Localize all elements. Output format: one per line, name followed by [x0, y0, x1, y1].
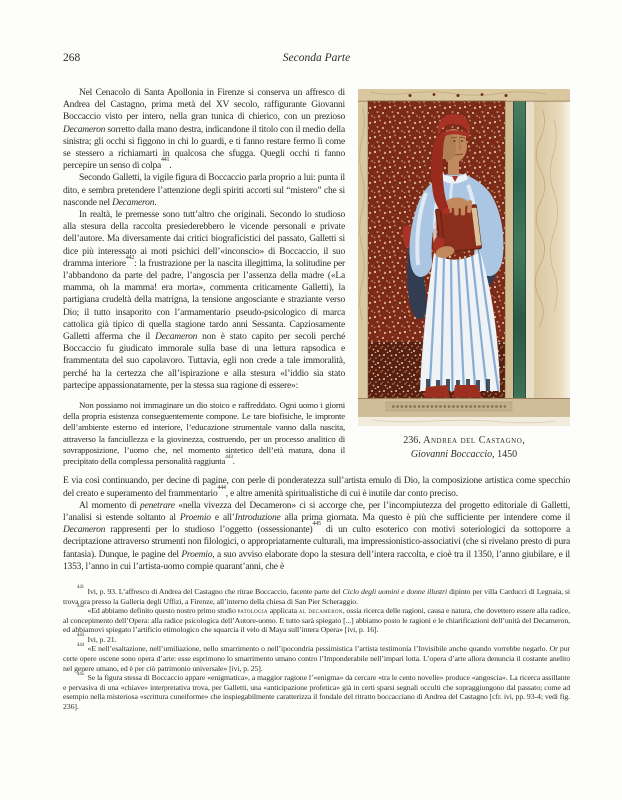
- paragraph-3: In realtà, le premesse sono tutt’altro che originali. Secondo lo studioso alla stesura della raccolta presiederebbero le vicende personali e private dell’autore. Ma diversamente dai critici biograficistici del passato, Galletti si dice più interessato ai moti psichici dell’«inconscio» di Boccaccio, il suo dramma interiore$^{442}$: la frustrazione per la nascita illegittima, la solitudine per l’abbandono da parte del padre, l’angoscia per l’assenza della madre («La mamma, oh la mamma! era morta», commenta criticamente Galletti), la partigiana crudeltà della matrigna, la tensione angosciante e straziante verso Dio; il tutto insaporito con l’armamentario pseudo-psicologico di marca cattolica già tipico di quella stagione tardo anni Sessanta. Capziosamente Galletti afferma che il Decameron non è stato capito per secoli perché Boccaccio fu giudicato immorale sulla base di una lettura rapsodica e frammentata del suo capolavoro. Tuttavia, egli non crede a tale immoralità, perché ha la certezza che all’ispirazione e alla stesura «l’iddio sia stato partecipe appassionatamente, per la stessa sua ragione di essere»:: [63, 210, 346, 391]
- text-block: [63, 87, 570, 712]
- caption-line-1: 236. Andrea del Castagno,: [403, 435, 525, 446]
- red-shoes: [424, 385, 450, 398]
- footnote-443: $^{443}$ Ivi, p. 21.: [77, 633, 117, 644]
- paragraph-5: Al momento di penetrare «nella vivezza del Decameron» ci si accorge che, per l’incompiutezza del progetto editoriale di Galletti, l’analisi si estende soltanto al Proemio e all’Introduzione alla prima giornata. Ma questo è più che sufficiente per intendere come il Decameron rappresenti per lo studioso l’oggetto (ossessionante)$^{445}$ di un culto esoterico con motivi soteriologici da sottoporre a decriptazione attraverso strumenti non filologici, o appropriatamente culturali, ma impressionistico-associativi (che si rivelano presto di pura fantasia). Dunque, le pagine del Proemio, a suo avviso elaborate dopo la stesura dell’intera raccolta, e cioè tra il 1350, l’anno giubilare, e il 1353, l’anno in cui l’artista-uomo compie quarant’anni, che è: [63, 500, 571, 572]
- footnote-442: $^{442}$ «Ed abbiamo definito questo nostro primo studio patologia applicata al decameron, ossia ricerca delle ragioni, causa e natura, che dovettero essere alla radice, al concepimento dell’Opera: alla radice psicologica dell’Autore-uomo. E tutto sarà spiegato [...] abbiamo posto le ragioni e le chiarificazioni dell’unità del Decameron, ed abbiamovi spiegato l’artificio etimologico che squarcia il velo di Maya sull’intera Opera» [ivi, p. 16].: [63, 604, 570, 635]
- figure-caption: [358, 434, 570, 461]
- figure-boccaccio-fresco: [358, 89, 570, 461]
- block-quote: Non possiamo noi immaginare un dio stoico e raffreddato. Ogni uomo i giorni della propria esistenza conseguentemente compone. Le tare biofisiche, le impronte dell’ambiente esterno ed interiore, l’educazione strumentale vanno dalla nascita, attraverso la fanciullezza e la giovinezza, costruendo, per un processo analitico di sovrapposizione, l’uomo che, nel momento sintetico dell’età matura, dona il precipitato della complessa personalità raggiunta$^{443}$.: [63, 400, 345, 467]
- footnotes: [63, 587, 570, 712]
- page-number: 268: [63, 52, 81, 64]
- running-head: [63, 52, 570, 66]
- footnote-441: $^{441}$ Ivi, p. 93. L’affresco di Andrea del Castagno che ritrae Boccaccio, facente parte del Ciclo degli uomini e donne illustri dipinto per villa Carducci di Legnaia, si trova ora presso la Galleria degli Uffizi, a Firenze, all’interno della chiesa di San Pier Scheraggio.: [63, 585, 570, 606]
- footnote-444: $^{444}$ «E nell’esaltazione, nell’umiliazione, nello smarrimento o nell’ipocondria pessimistica l’artista testimonia l’Invisibile anche quando vorrebbe negarlo. Or pur certe opere oscene sono opera d’arte: esse esprimono lo smarrimento umano contro l’Imponderabile nell’impari lotta. L’opera d’arte allora denuncia il costante anelito nel genere umano, ed è per ciò patrimonio universale» [ivi, p. 25].: [63, 642, 570, 673]
- green-marble-pilaster: [513, 101, 526, 398]
- paragraph-2: Secondo Galletti, la vigile figura di Boccaccio parla proprio a lui: punta il dito, e sembra pretendere l’attenzione degli spiriti accorti sul “mistero” che si nasconde nel Decameron.: [63, 173, 345, 208]
- paragraph-4: E via così continuando, per decine di pagine, con perle di ponderatezza sull’artista emulo di Dio, la composizione artistica come specchio del creato e superamento del frammentario$^{444}$, e altre amenità spiritualistiche di cui è inutile dar conto preciso.: [63, 476, 570, 499]
- running-head-title: Seconda Parte: [282, 52, 351, 64]
- fresco-image: [358, 89, 570, 426]
- footnote-445: $^{445}$ Se la figura stessa di Boccaccio appare «enigmatica», a maggior ragione l’«enigma» da cercare «tra le cento novelle» produce «angoscia». La ricerca assillante e pervasiva di una «chiave» interpretativa trova, per Galletti, una «anticipazione profetica» già in certi sparsi segnali occulti che sopraggiungono dal passato; come ad esempio nella misteriosa «scrittura cuneiforme» che inspiegabilmente caratterizza il fondale del ritratto boccacciano di Andrea del Castagno [cfr. ivi, pp. 93-4; vedi fig. 236].: [63, 671, 570, 712]
- paragraph-1: Nel Cenacolo di Santa Apollonia in Firenze si conserva un affresco di Andrea del Castagno, prima metà del XV secolo, raffigurante Giovanni Boccaccio visto per intero, nella gran tunica di chierico, con un prezioso Decameron sorretto dalla mano destra, indicandone il titolo con il medio della sinistra; gli occhi si figgono in chi lo guardi, e ti fanno restare fermo lì come se stessero a richiamarti in qualcosa che sfugga. Quegli occhi ti fanno percepire un senso di colpa$^{441}$.: [63, 88, 345, 172]
- caption-line-2: Giovanni Boccaccio, 1450: [410, 448, 518, 460]
